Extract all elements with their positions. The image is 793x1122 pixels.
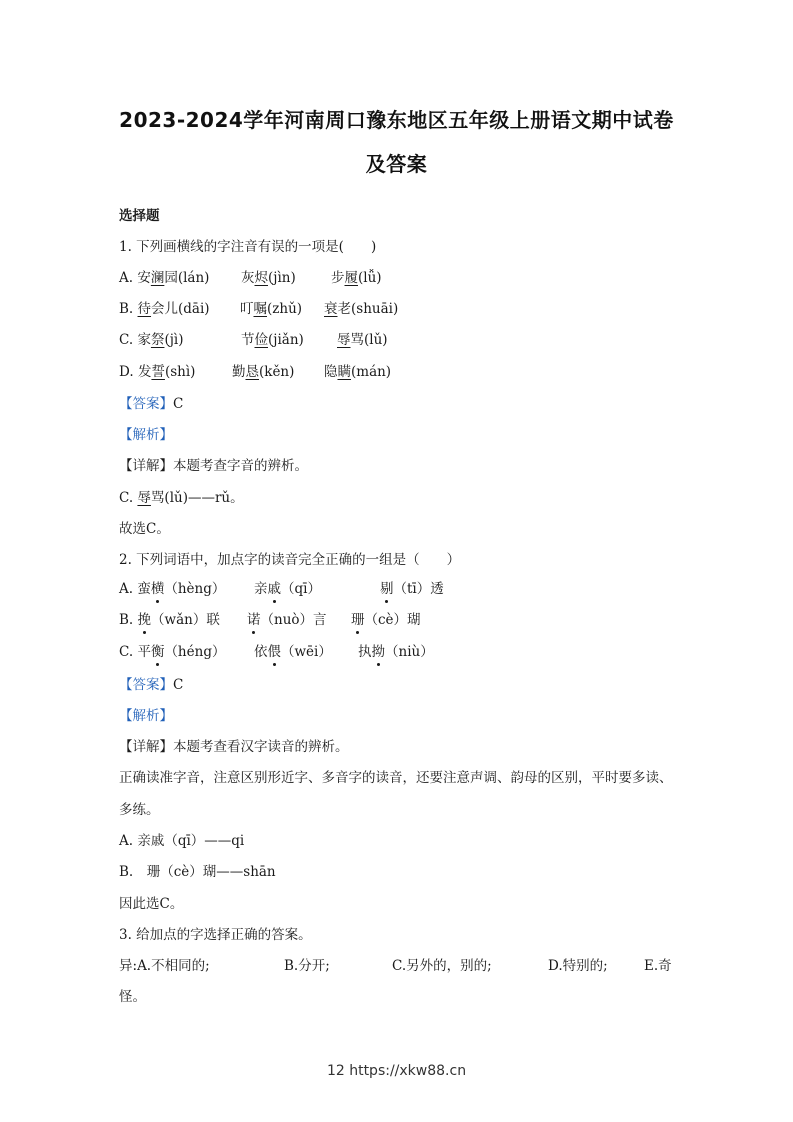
dotted-char: 衡: [150, 644, 165, 660]
underlined-char: 澜: [150, 270, 165, 286]
underlined-char: 衰: [324, 301, 338, 317]
doc-title-line1: 2023-2024学年河南周口豫东地区五年级上册语文期中试卷: [119, 108, 674, 132]
q1-option-c: C. 家祭(jì) 节俭(jiǎn) 辱骂(lǔ): [119, 332, 388, 348]
q2-explanation-line1: 正确读准字音，注意区别形近字、多音字的读音，还要注意声调、韵母的区别，平时要多读、: [119, 770, 673, 786]
section-heading: 选择题: [119, 208, 160, 224]
q2-option-c: C. 平衡（héng） 依偎（wēi） 执拗（niù）: [119, 644, 434, 660]
answer-tag: 【答案】: [119, 396, 173, 412]
underlined-char: 祭: [150, 332, 165, 348]
q2-answer: 【答案】C: [119, 677, 184, 693]
q2-explanation-line2: 多练。: [119, 802, 160, 818]
dotted-char: 诺: [247, 612, 261, 628]
q3-options: 异:A.不相同的; B.分开; C.另外的，别的; D.特别的; E.奇: [119, 958, 672, 974]
q2-correction-a: A. 亲戚（qī）——qi: [119, 833, 245, 849]
q2-correction-b: B. 珊（cè）瑚——shān: [119, 864, 276, 880]
q2-conclusion: 因此选C。: [119, 896, 184, 912]
q2-option-b: B. 挽（wǎn）联 诺（nuò）言 珊（cè）瑚: [119, 612, 421, 628]
underlined-char: 履: [344, 270, 358, 286]
q1-detail: 【详解】本题考查字音的辨析。: [119, 458, 308, 474]
q1-analysis-tag: 【解析】: [119, 427, 173, 443]
q2-analysis-tag: 【解析】: [119, 708, 173, 724]
q1-option-b: B. 待会儿(dāi) 叮嘱(zhǔ) 衰老(shuāi): [119, 301, 399, 317]
answer-tag: 【答案】: [119, 677, 173, 693]
dotted-char: 戚: [267, 581, 281, 597]
underlined-char: 恳: [245, 364, 259, 380]
dotted-char: 挽: [137, 612, 152, 628]
page-footer: 12 https://xkw88.cn: [326, 1063, 467, 1079]
underlined-char: 烬: [254, 270, 268, 286]
underlined-char: 瞒: [337, 364, 351, 380]
q1-correction: C. 辱骂(lǔ)——rǔ。: [119, 490, 244, 506]
dotted-char: 偎: [267, 644, 281, 660]
q1-answer: 【答案】C: [119, 396, 184, 412]
q2-stem: 2. 下列词语中，加点字的读音完全正确的一组是（ ）: [119, 552, 461, 568]
underlined-char: 待: [137, 301, 152, 317]
dotted-char: 珊: [351, 612, 365, 628]
underlined-char: 嘱: [253, 301, 267, 317]
q1-stem: 1. 下列画横线的字注音有误的一项是( ): [119, 239, 377, 255]
dotted-char: 剔: [380, 581, 394, 597]
underlined-char: 俭: [254, 332, 268, 348]
q2-option-a: A. 蛮横（hèng） 亲戚（qī） 剔（tī）透: [119, 581, 444, 597]
dotted-char: 横: [150, 581, 165, 597]
doc-title-line2: 及答案: [365, 152, 428, 176]
dotted-char: 拗: [371, 644, 385, 660]
underlined-char: 辱: [137, 490, 151, 506]
underlined-char: 誓: [151, 364, 165, 380]
underlined-char: 辱: [337, 332, 351, 348]
q1-option-a: A. 安澜园(lán) 灰烬(jìn) 步履(lǚ): [119, 270, 382, 286]
q1-option-d: D. 发誓(shì) 勤恳(kěn) 隐瞒(mán): [119, 364, 392, 380]
q3-stem: 3. 给加点的字选择正确的答案。: [119, 927, 312, 943]
q3-options-continued: 怪。: [119, 989, 146, 1005]
q2-detail: 【详解】本题考查看汉字读音的辨析。: [119, 739, 349, 755]
q1-conclusion: 故选C。: [119, 521, 170, 537]
